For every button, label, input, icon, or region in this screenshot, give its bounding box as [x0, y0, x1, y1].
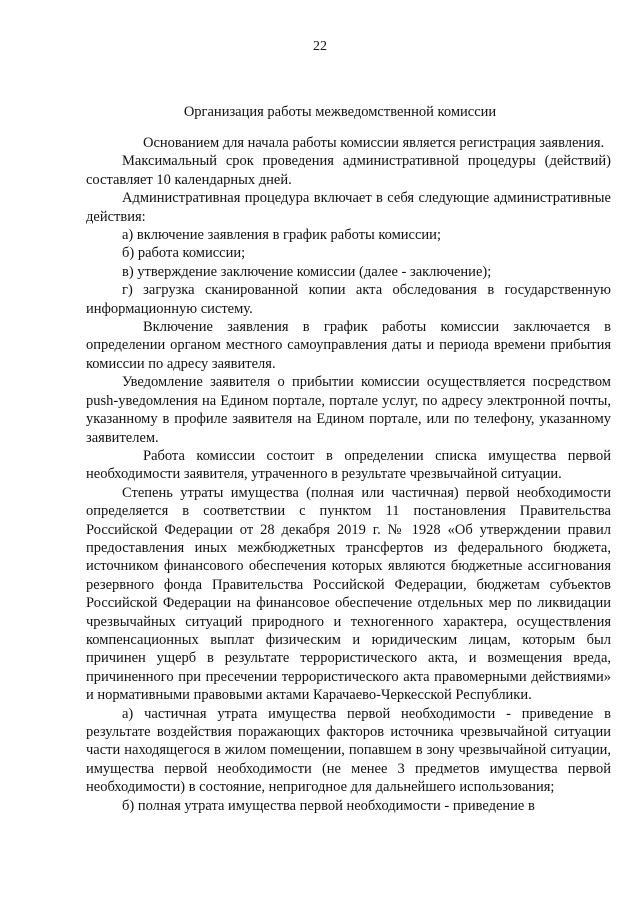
paragraph-procedure-actions: Административная процедура включает в себя следующие административные действия: — [86, 190, 611, 225]
document-body — [86, 134, 611, 815]
paragraph-full-loss: б) полная утрата имущества первой необходимости - приведение в — [122, 797, 535, 814]
list-item-a: а) включение заявления в график работы комиссии; — [122, 227, 441, 244]
list-item-b: б) работа комиссии; — [122, 245, 246, 262]
list-item-v: в) утверждение заключение комиссии (далее - заключение); — [122, 263, 492, 280]
list-item-g: г) загрузка сканированной копии акта обследования в государственную информационную систему. — [86, 282, 611, 317]
paragraph-loss-degree: Степень утраты имущества (полная или частичная) первой необходимости определяется в соответствии с пунктом 11 постановления Правительства Российской Федерации от 28 декабря 2019 г. № 1928 «Об утверждении правил предоставления иных межбюджетных трансфертов из федерального бюджета, источником финансового обеспечения которых являются бюджетные ассигнования резервного фонда Правительства Российской Федерации, бюджетам субъектов Российской Федерации на финансовое обеспечение отдельных мер по ликвидации чрезвычайных ситуаций природного и техногенного характера, осуществления компенсационных выплат физическим и юридическим лицам, которым был причинен ущерб в результате террористического акта, и возмещения вреда, причиненного при пресечении террористического акта правомерными действиями» и нормативными правовыми актами Карачаево-Черкесской Республики. — [86, 484, 611, 704]
paragraph-max-term: Максимальный срок проведения административной процедуры (действий) составляет 10 календарных дней. — [86, 153, 611, 188]
paragraph-basis: Основанием для начала работы комиссии является регистрация заявления. — [143, 135, 605, 151]
paragraph-commission-work: Работа комиссии состоит в определении списка имущества первой необходимости заявителя, утраченного в результате чрезвычайной ситуации. — [86, 447, 611, 483]
section-title: Организация работы межведомственной комиссии — [183, 104, 497, 120]
paragraph-schedule: Включение заявления в график работы комиссии заключается в определении органом местного самоуправления даты и периода времени прибытия комиссии по адресу заявителя. — [86, 319, 611, 372]
page-number: 22 — [313, 39, 327, 54]
paragraph-partial-loss: а) частичная утрата имущества первой необходимости - приведение в результате воздействия поражающих факторов источника чрезвычайной ситуации части находящегося в жилом помещении, попавшем в зону чрезвычайной ситуации, имущества первой необходимости (не менее 3 предметов имущества первой необходимости) в состояние, непригодное для дальнейшего использования; — [86, 705, 611, 796]
paragraph-notification: Уведомление заявителя о прибытии комиссии осуществляется посредством push-уведомления на Едином портале, портале услуг, по адресу электронной почты, указанному в профиле заявителя на Едином портале, или по телефону, указанному заявителем. — [86, 374, 611, 446]
